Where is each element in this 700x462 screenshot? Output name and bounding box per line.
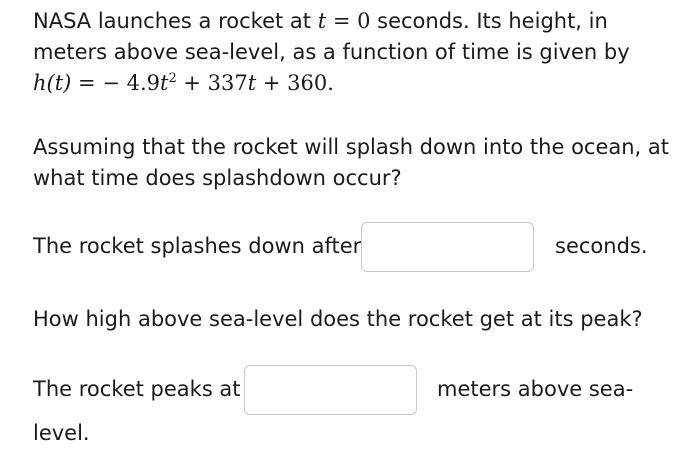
formula-t2: t [247,71,257,95]
splashdown-unit: seconds. [555,234,648,258]
splashdown-label: The rocket splashes down after [33,234,362,258]
formula-term-b: + 337 [176,71,248,95]
peak-unit: meters above sea- [437,377,634,401]
splashdown-time-input[interactable] [361,222,534,272]
intro-text-3: meters above sea-level, as a function of time is given by [33,40,630,64]
intro-text-1: NASA launches a rocket at [33,9,312,33]
peak-unit-continued: level. [33,421,90,445]
time-variable: t [317,9,327,33]
formula-equals: = [71,71,103,95]
intro-text-2: seconds. Its height, in [370,9,608,33]
splashdown-question: Assuming that the rocket will splash down into the ocean, at what time does splashdown occur? [33,135,670,190]
formula-t1: t [159,71,169,95]
peak-height-input[interactable] [244,365,417,415]
time-zero: = 0 [326,9,371,33]
problem-statement [33,6,673,99]
formula-lhs: h(t) [33,71,72,95]
formula-term-a: − 4.9 [102,71,160,95]
formula-term-c: + 360. [256,71,334,95]
peak-label: The rocket peaks at [33,377,241,401]
peak-height-question: How high above sea-level does the rocket get at its peak? [33,307,643,331]
formula-exponent: 2 [168,71,177,86]
